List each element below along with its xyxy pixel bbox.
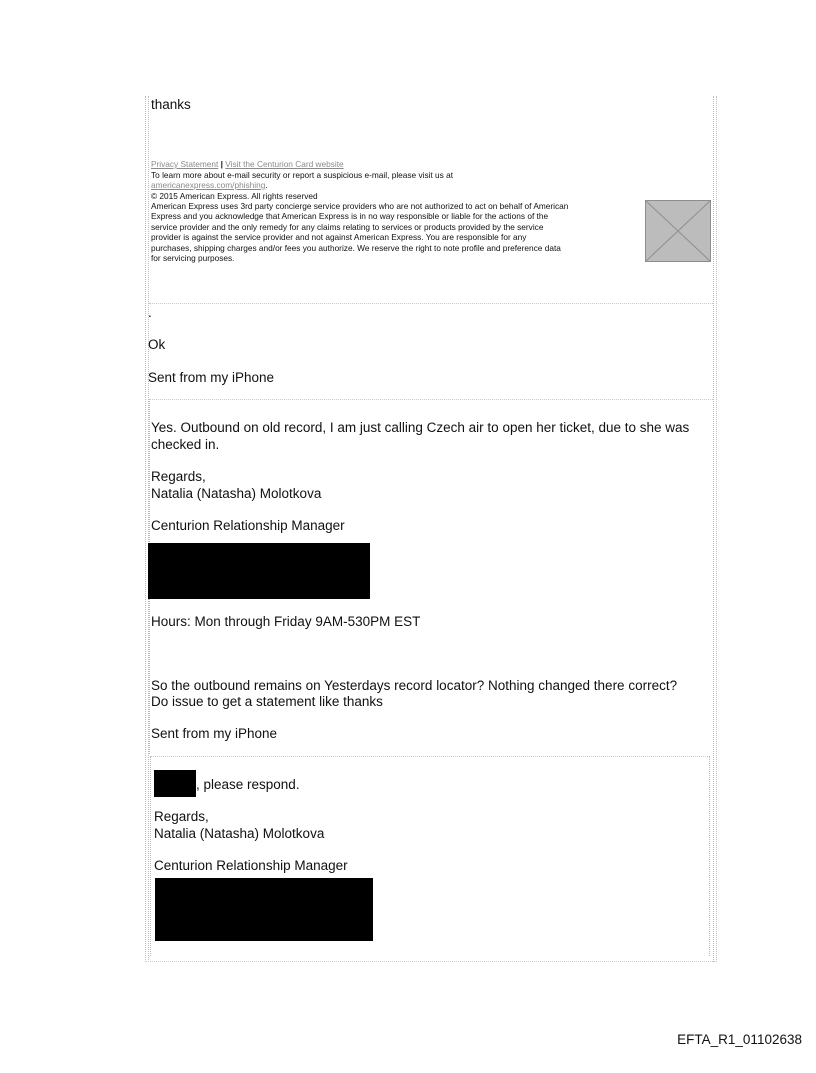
sent-from-iphone-2: Sent from my iPhone [151,726,278,741]
privacy-statement-link[interactable]: Privacy Statement [151,159,219,169]
message-4-regards: Regards, [154,809,209,824]
outer-frame-right [713,96,714,962]
centurion-website-link[interactable]: Visit the Centurion Card website [225,159,344,169]
message-4-title: Centurion Relationship Manager [154,858,348,873]
message-2-name: Natalia (Natasha) Molotkova [151,486,322,501]
message-4-box-right [709,756,710,956]
message-2-title: Centurion Relationship Manager [151,518,345,533]
dot-marker: . [148,305,152,320]
disclaimer-text [151,201,643,263]
broken-image-icon [646,201,710,261]
outer-frame-left [145,96,146,962]
message-2-hours: Hours: Mon through Friday 9AM-530PM EST [151,614,421,629]
redaction-block [155,878,373,941]
disclaimer-line: for servicing purposes. [151,253,235,264]
security-text: To learn more about e-mail security or report a suspicious e-mail, please visit us at [151,170,454,180]
message-3-line-2: Do issue to get a statement like thanks [151,694,383,709]
phishing-period: . [265,180,268,190]
redaction-name [154,770,196,797]
copyright-text: © 2015 American Express. All rights reserved [151,191,318,201]
message-2-regards: Regards, [151,469,206,484]
message-4-box-top [150,756,710,757]
message-2-box-top [149,399,713,400]
message-2-line-1: Yes. Outbound on old record, I am just calling Czech air to open her ticket, due to she was [151,420,690,435]
top-email-box-bottom [149,303,713,304]
disclaimer-line: American Express uses 3rd party concierge service providers who are not authorized to act on behalf of American [151,201,569,211]
outer-frame-right-inner [716,96,717,962]
message-3-line-1: So the outbound remains on Yesterdays record locator? Nothing changed there correct? [151,678,678,693]
thanks-text: thanks [151,97,191,112]
message-4-box-left [150,756,151,956]
phishing-line [151,180,268,190]
page-id: EFTA_R1_01102638 [677,1032,802,1047]
broken-image-placeholder [645,200,711,262]
disclaimer-line: service provider and the only remedy for any claims relating to services or products provided by the service [151,221,544,232]
ok-text: Ok [148,337,166,352]
footer-separator: | [220,159,223,169]
message-4-name: Natalia (Natasha) Molotkova [154,826,325,841]
message-4-body: , please respond. [196,777,300,792]
redaction-block [148,543,370,599]
sent-from-iphone-1: Sent from my iPhone [148,370,275,385]
disclaimer-line: purchases, shipping charges and/or fees you authorize. We reserve the right to note profile and preference data [151,242,561,253]
disclaimer-line: provider is against the service provider and not against American Express. You are responsible for any [151,232,527,243]
phishing-link[interactable]: americanexpress.com/phishing [151,180,266,190]
footer-links [151,159,344,169]
message-2-line-2: checked in. [151,437,220,452]
disclaimer-line: Express and you acknowledge that American Express is in no way responsible or liable for the actions of the [151,211,549,222]
outer-frame-bottom [145,961,717,962]
